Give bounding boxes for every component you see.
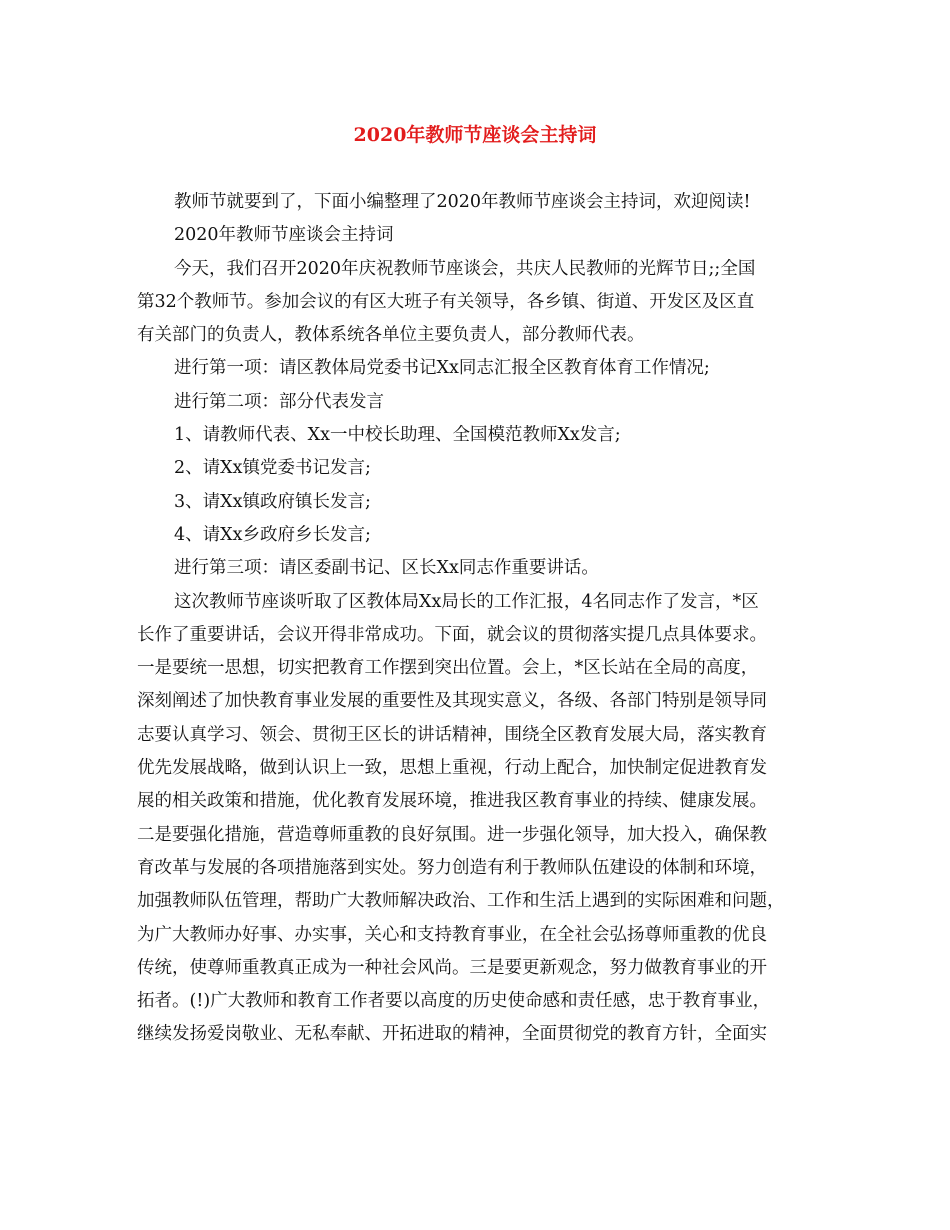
paragraph-line: 1、请教师代表、Xx一中校长助理、全国模范教师Xx发言; [174, 425, 621, 446]
paragraph-line: 有关部门的负责人，教体系统各单位主要负责人，部分教师代表。 [137, 325, 645, 346]
paragraph-line: 一是要统一思想，切实把教育工作摆到突出位置。会上，*区长站在全局的高度， [137, 658, 759, 679]
paragraph-line: 4、请Xx乡政府乡长发言; [174, 524, 371, 545]
paragraph-line: 教师节就要到了，下面小编整理了2020年教师节座谈会主持词，欢迎阅读! [174, 192, 751, 212]
paragraph-line: 2、请Xx镇党委书记发言; [174, 458, 371, 479]
paragraph-line: 深刻阐述了加快教育事业发展的重要性及其现实意义，各级、各部门特别是领导同 [137, 691, 767, 712]
document-title: 2020年教师节座谈会主持词 [353, 124, 597, 146]
paragraph-line: 长作了重要讲话，会议开得非常成功。下面，就会议的贯彻落实提几点具体要求。 [137, 624, 767, 645]
paragraph-line: 拓者。(!)广大教师和教育工作者要以高度的历史使命感和责任感，忠于教育事业， [137, 991, 771, 1012]
paragraph-line: 进行第二项：部分代表发言 [174, 391, 384, 412]
paragraph-line: 进行第一项：请区教体局党委书记Xx同志汇报全区教育体育工作情况; [174, 358, 710, 379]
paragraph-line: 今天，我们召开2020年庆祝教师节座谈会，共庆人民教师的光辉节日;;全国 [174, 258, 756, 279]
paragraph-line: 育改革与发展的各项措施落到实处。努力创造有利于教师队伍建设的体制和环境， [137, 857, 767, 878]
paragraph-line: 展的相关政策和措施，优化教育发展环境，推进我区教育事业的持续、健康发展。 [137, 791, 767, 812]
document-body [137, 186, 827, 1052]
paragraph-line: 传统，使尊师重教真正成为一种社会风尚。三是要更新观念，努力做教育事业的开 [137, 957, 767, 978]
paragraph-line: 加强教师队伍管理，帮助广大教师解决政治、工作和生活上遇到的实际困难和问题， [137, 891, 785, 912]
paragraph-line: 3、请Xx镇政府镇长发言; [174, 491, 371, 512]
paragraph-line: 2020年教师节座谈会主持词 [174, 225, 394, 246]
paragraph-line: 志要认真学习、领会、贯彻王区长的讲话精神，围绕全区教育发展大局，落实教育 [137, 724, 767, 745]
paragraph-line: 进行第三项：请区委副书记、区长Xx同志作重要讲话。 [174, 558, 599, 579]
paragraph-line: 继续发扬爱岗敬业、无私奉献、开拓进取的精神，全面贯彻党的教育方针，全面实 [137, 1024, 767, 1045]
paragraph-line: 优先发展战略，做到认识上一致，思想上重视，行动上配合，加快制定促进教育发 [137, 758, 767, 779]
paragraph-line: 二是要强化措施，营造尊师重教的良好氛围。进一步强化领导，加大投入，确保教 [137, 824, 767, 845]
paragraph-line: 第32个教师节。参加会议的有区大班子有关领导，各乡镇、街道、开发区及区直 [137, 291, 755, 312]
paragraph-line: 这次教师节座谈听取了区教体局Xx局长的工作汇报，4名同志作了发言，*区 [174, 591, 759, 612]
paragraph-line: 为广大教师办好事、办实事，关心和支持教育事业，在全社会弘扬尊师重教的优良 [137, 924, 767, 945]
